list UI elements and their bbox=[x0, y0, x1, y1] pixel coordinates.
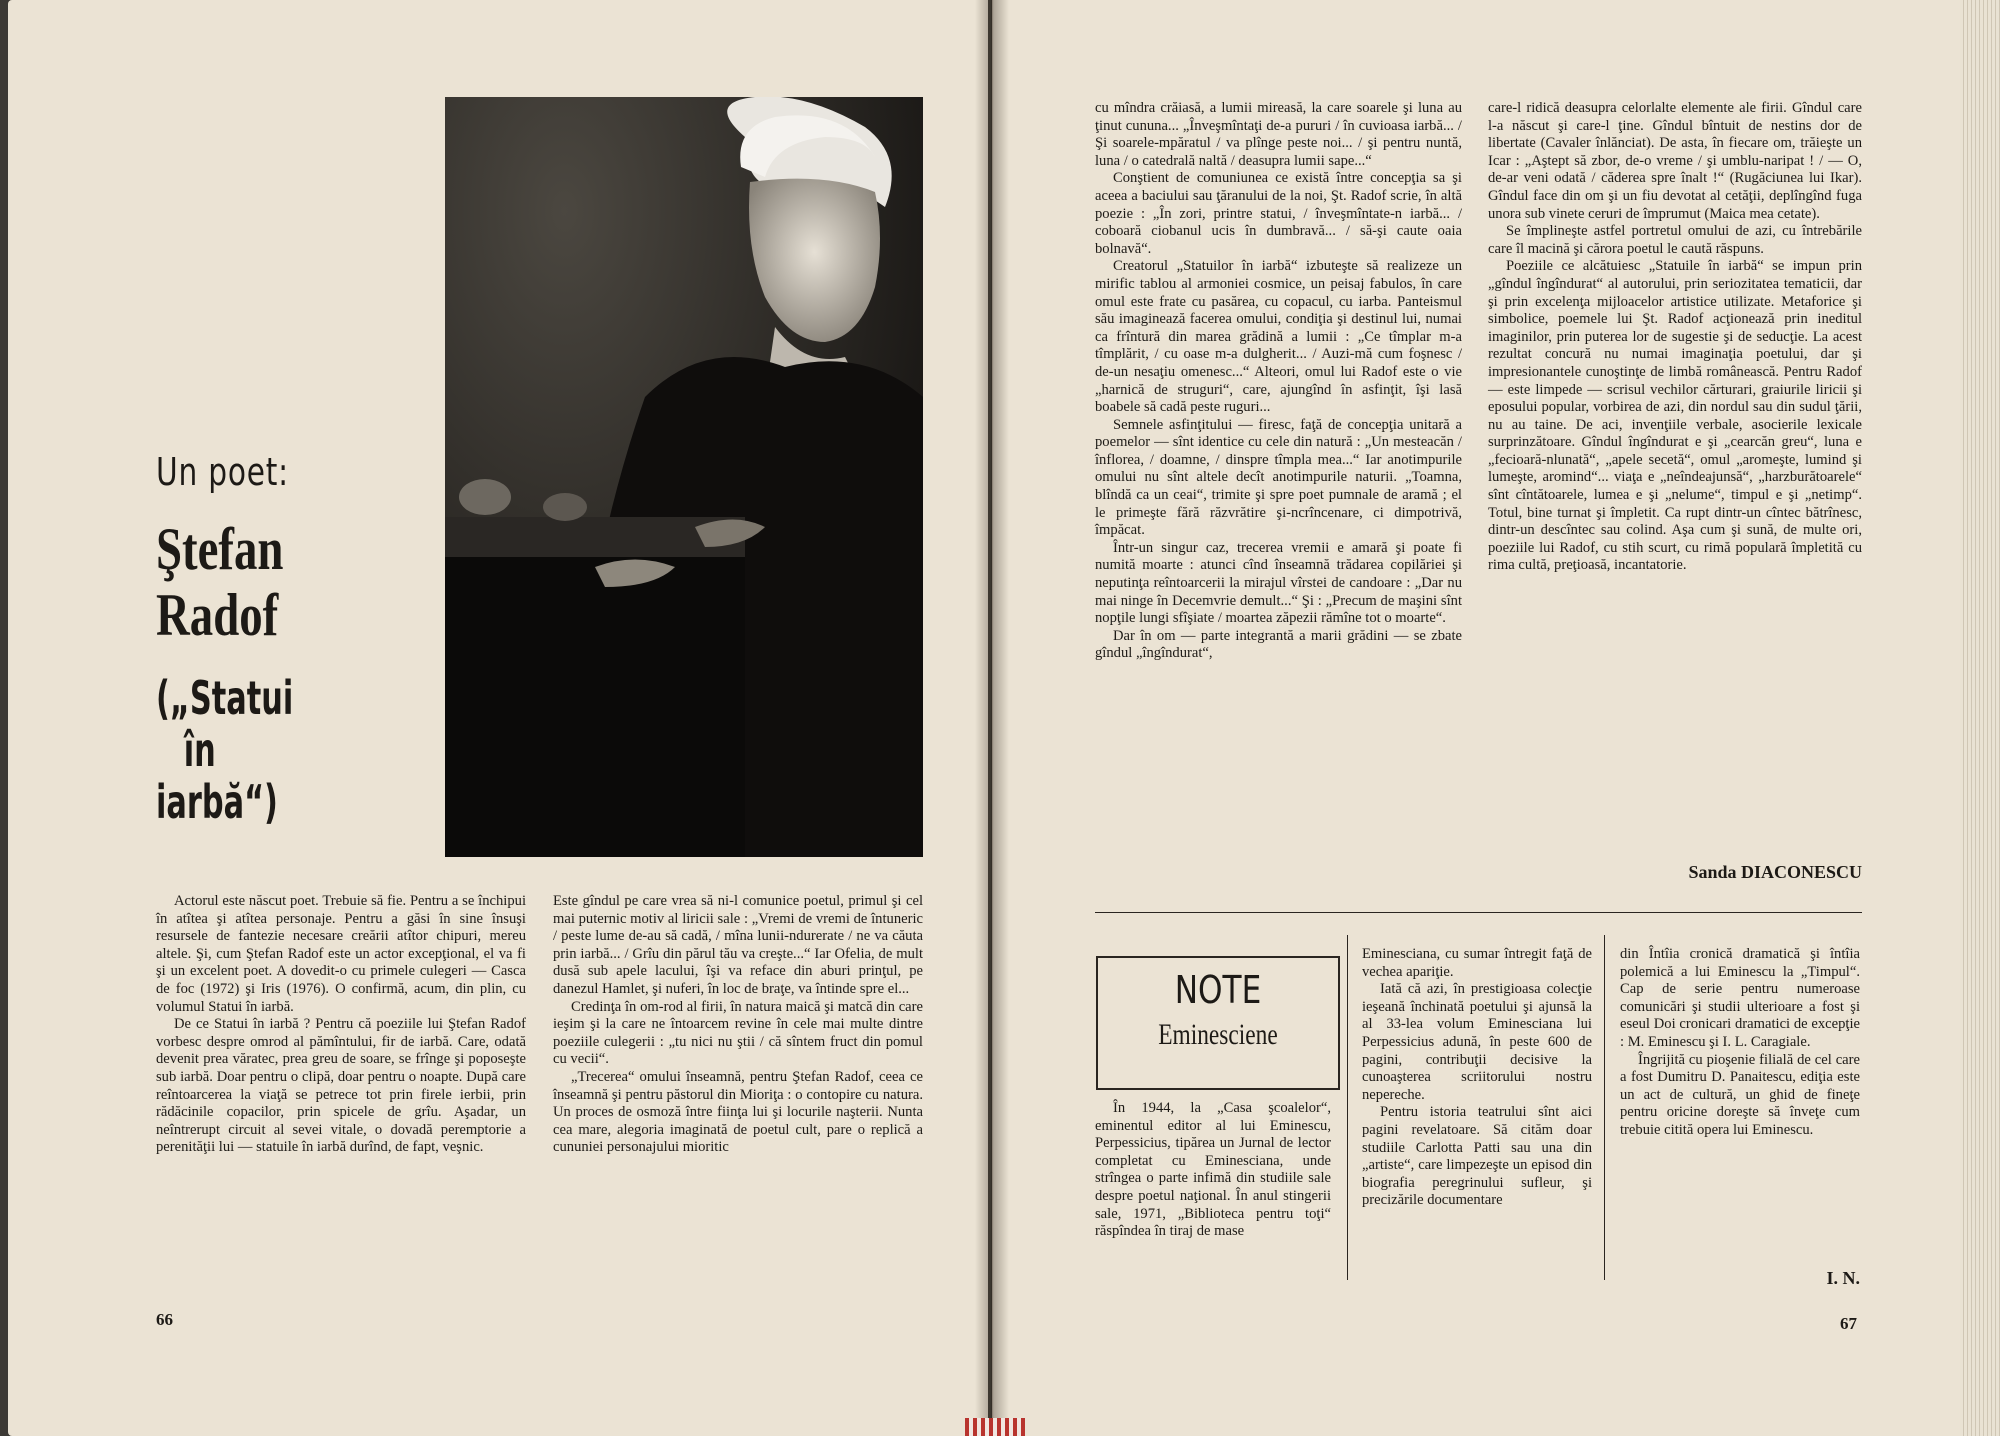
paragraph: Eminesciana, cu sumar întregit faţă de vechea apariţie. bbox=[1362, 946, 1592, 980]
article-title-block bbox=[156, 450, 406, 828]
section-divider bbox=[1095, 912, 1862, 913]
paragraph: Conştient de comuniunea ce există între concepţia sa şi aceea a baciului sau ţăranului de la noi, Şt. Radof scrie, în altă poezie : „În zori, printre statui, / înveşmîntate-n iarbă... / coboară ciobanul ucis în dumbravă... / să-şi caute oaia bolnavă“. bbox=[1095, 170, 1462, 257]
paragraph: Pentru istoria teatrului sînt aici pagini revelatoare. Să cităm doar studiile Carlotta Patti sau una din „artiste“, care limpezeşte un episod din biografia peregrinului sufleur, şi precizările documentare bbox=[1362, 1104, 1592, 1209]
paragraph: Creatorul „Statuilor în iarbă“ izbuteşte să realizeze un mirific tablou al armoniei cosmice, un peisaj fabulos, în care omul este frate cu pasărea, cu copacul, cu iarba. Panteismul său imaginează facerea omului, condiţia şi destinul lui, numai ca frîntură din marea grădină a lumii : „Ce tîmplar m-a tîmplărit, / cu oase m-a dulgherit... / Auzi-mă cum foşnesc / de-un nesaţiu omenesc...“ Alteori, omul lui Radof este o vie „harnică de struguri“, care, ajungînd în asfinţit, îşi lasă boabele să cadă peste ruguri... bbox=[1095, 258, 1462, 416]
article-signature: Sanda DIACONESCU bbox=[1688, 862, 1862, 882]
right-page-column-2 bbox=[1488, 100, 1862, 575]
right-page-column-1 bbox=[1095, 100, 1462, 663]
note-box-subtitle: Eminesciene bbox=[1158, 1018, 1278, 1051]
paragraph: Îngrijită cu pioşenie filială de cel care a fost Dumitru D. Panaitescu, ediţia este un act de cultură, un ghid de fineţe pentru oricine doreşte să înveţe cum trebuie citită opera lui Eminescu. bbox=[1620, 1051, 1860, 1138]
paragraph: „Trecerea“ omului înseamnă, pentru Ştefan Radof, ceea ce înseamnă şi pentru păstorul din Mioriţa : o contopire cu natura. Un proces de osmoză între fiinţa lui şi locurile naşterii. Nunta cea mare, alegoria imaginată de poetul cult, pare o replică a cununiei personajului mioritic bbox=[553, 1068, 923, 1156]
paragraph: Credinţa în om-rod al firii, în natura maică şi matcă din care ieşim şi la care ne întoarcem revine în cele mai multe dintre poeziile culegerii : „tu nici nu ştii / că sîntem fruct din pomul cu vecii“. bbox=[553, 998, 923, 1068]
portrait-photo bbox=[445, 97, 923, 857]
title-un-poet: Un poet: bbox=[156, 450, 289, 494]
bookmark-ribbon bbox=[965, 1418, 1025, 1436]
title-name-line1: Ştefan bbox=[156, 516, 284, 582]
paragraph: cu mîndra crăiasă, a lumii mireasă, la care soarele şi luna au ţinut cununa... „Înveşmîntaţi de-a pururi / în cuvioasa iarbă... / Şi soarele-mpăratul / va plînge peste noi... / şi pentru nuntă, luna / o catedrală naltă / deasupra lumii sape...“ bbox=[1095, 100, 1462, 169]
paragraph: Într-un singur caz, trecerea vremii e amară şi poate fi numită moarte : atunci cînd înseamnă trădarea copilăriei şi neputinţa reîntoarcerii la mirajul vîrstei de candoare : „Dar nu mai ninge în Decemvrie demult...“ Şi : „Precum de maşini sînt nopţile lungi sfîşiate / moartea zăpezii rămîne tot o moarte“. bbox=[1095, 539, 1462, 627]
note-heading-box bbox=[1096, 956, 1340, 1090]
title-subtitle bbox=[156, 672, 321, 828]
notes-signature: I. N. bbox=[1826, 1268, 1860, 1288]
right-page bbox=[992, 0, 1982, 1436]
paragraph: din Întîia cronică dramatică şi întîia polemică a lui Eminescu la „Timpul“. Cap de serie pentru numeroase comunicări şi studii ulterioare a fost şi eseul Doi cronicari dramatici de excepţie : M. Eminescu şi I. L. Caragiale. bbox=[1620, 946, 1860, 1050]
title-name-line2: Radof bbox=[156, 582, 279, 648]
paragraph: care-l ridică deasupra celorlalte elemente ale firii. Gîndul care l-a născut şi care-l ţine. Gîndul bîntuit de nestins dor de libertate (Cavaler înlănciat). De asta, în fiecare om, trăieşte un Icar : „Aştept să zbor, de-o vreme / şi umblu-naripat ! / — O, de-ar veni odată / căderea spre înalt !“ (Rugăciunea lui Ikar). Gîndul face din om şi un fiu devotat al cetăţii, deplîngînd fuga unora sub vinete ceruri de împrumut (Maica mea cetate). bbox=[1488, 100, 1862, 222]
column-rule bbox=[1604, 935, 1605, 1280]
notes-column-1 bbox=[1095, 1100, 1331, 1241]
page-edges bbox=[1960, 0, 2000, 1436]
left-page-column-2 bbox=[553, 893, 923, 1157]
notes-column-3 bbox=[1620, 946, 1860, 1140]
note-box-title: NOTE bbox=[1174, 968, 1262, 1012]
column-rule bbox=[1347, 935, 1348, 1280]
page-number-left: 66 bbox=[156, 1310, 173, 1329]
paragraph: Iată că azi, în prestigioasa colecţie ieşeană închinată poetului şi ajunsă la al 33-lea volum Eminesciana lui Perpessicius adună, în peste 600 de pagini, contribuţii decisive la cunoaşterea scriitorului nostru nepereche. bbox=[1362, 981, 1592, 1103]
paragraph: Semnele asfinţitului — firesc, faţă de concepţia unitară a poemelor — sînt identice cu cele din natură : „Un mesteacăn / înflorea, / doamne, / dinspre tîmpla mea...“ Iar anotimpurile omului nu sînt altele decît anotimpurile naturii. „Toamna, blîndă ca un ceai“, trimite şi spre poet pumnale de aramă ; el le primeşte fără răzvrătire şi-ncrîncenare, ci dimpotrivă, împăcat. bbox=[1095, 416, 1462, 539]
subtitle-line1: („Statui bbox=[156, 671, 294, 725]
left-page bbox=[8, 0, 988, 1436]
book-gutter bbox=[975, 0, 1009, 1436]
portrait-illustration bbox=[445, 97, 923, 857]
paragraph: Actorul este născut poet. Trebuie să fie. Pentru a se închipui în atîtea şi atîtea personaje. Pentru a găsi în sine însuşi resursele de fantezie necesare creării atîtor chipuri, mereu altele. Şi, cum Ştefan Radof este un actor excepţional, el va fi şi un excelent poet. A dovedit-o cu primele culegeri — Casca de foc (1972) şi Iris (1976). O confirmă, acum, din plin, cu volumul Statui în iarbă. bbox=[156, 893, 526, 1015]
left-page-column-1 bbox=[156, 893, 526, 1157]
page-number-right: 67 bbox=[1840, 1314, 1857, 1333]
notes-column-2 bbox=[1362, 946, 1592, 1210]
paragraph: Se împlineşte astfel portretul omului de azi, cu întrebările care îl macină şi cărora poetul le caută răspuns. bbox=[1488, 223, 1862, 257]
paragraph: De ce Statui în iarbă ? Pentru că poeziile lui Ştefan Radof vorbesc despre omrod al pămîntului, fir de iarbă. Care, odată devenit prea văratec, prea greu de soare, se frînge şi poposeşte sub iarbă. Doar pentru o clipă, doar pentru o noapte. După care reîntoarcerea la viaţă se petrece tot prin firele ierbii, prin rădăcinile copacilor, prin spicele de grîu. Aşadar, un neîntrerupt circuit al sevei vitale, o dovadă peremptorie a perenităţii lui — statuile în iarbă durînd, de fapt, veşnic. bbox=[156, 1016, 526, 1156]
paragraph: Poeziile ce alcătuiesc „Statuile în iarbă“ se impun prin „gîndul îngîndurat“ al autorului, prin seriozitatea tematicii, dar şi prin excelenţa mijloacelor artistice utilizate. Metaforice şi simbolice, poemele lui Şt. Radof acţionează prin ineditul imaginilor, prin puterea lor de sugestie şi de seducţie. La acest rezultat concură nu numai imaginaţia poetului, dar şi impresionantele cunoştinţe de limbă românească. Pentru Radof — este limpede — scrisul vechilor cărturari, graiurile liricii şi eposului popular, vorbirea de azi, din nordul sau din sudul ţării, nu au taine. De aci, invenţiile verbale, asocierile lexicale surprinzătoare. Gîndul îngîndurat e şi „cearcăn greu“, luna e „fecioară-nlunată“, „apele secetă“, omul „aromeşte, lumind şi lumeşte, aromind“... viaţa e „neîndeajunsă“, „harzburătoarele“ sînt cîntătoarele, lumea e şi „nelume“, timpul e şi „netimp“. Totul, bine turnat şi împletit. Ca rupt dintr-un cîntec bătrînesc, dintr-un descîntec sau colind. Aşa cum şi sună, de multe ori, poeziile lui Radof, cu stih scurt, cu rimă populară împletită cu rima cultă, preţioasă, incantatorie. bbox=[1488, 258, 1862, 574]
subtitle-line3: iarbă“) bbox=[156, 775, 278, 829]
subtitle-line2: în bbox=[183, 723, 216, 777]
paragraph: Este gîndul pe care vrea să ni-l comunice poetul, primul şi cel mai puternic motiv al liricii sale : „Vremi de vremi de întuneric / peste lume de-au să cadă, / mîna lunii-ndurerate / ne va căuta prin iarbă... / Grîu din părul tău va creşte...“ Iar Ofelia, de mult dusă sub apele lacului, îşi va reface din aburi prinţul, pe danezul Hamlet, şi nuferi, în loc de braţe, va întinde spre el... bbox=[553, 893, 923, 997]
paragraph: Dar în om — parte integrantă a marii grădini — se zbate gîndul „îngîndurat“, bbox=[1095, 627, 1462, 662]
paragraph: În 1944, la „Casa şcoalelor“, eminentul editor al lui Eminescu, Perpessicius, tipărea un Jurnal de lector completat cu Eminesciana, unde strîngea o parte infimă din studiile sale despre poetul naţional. În anul stingerii sale, 1971, „Biblioteca pentru toţi“ răspîndea în tiraj de mase bbox=[1095, 1100, 1331, 1240]
